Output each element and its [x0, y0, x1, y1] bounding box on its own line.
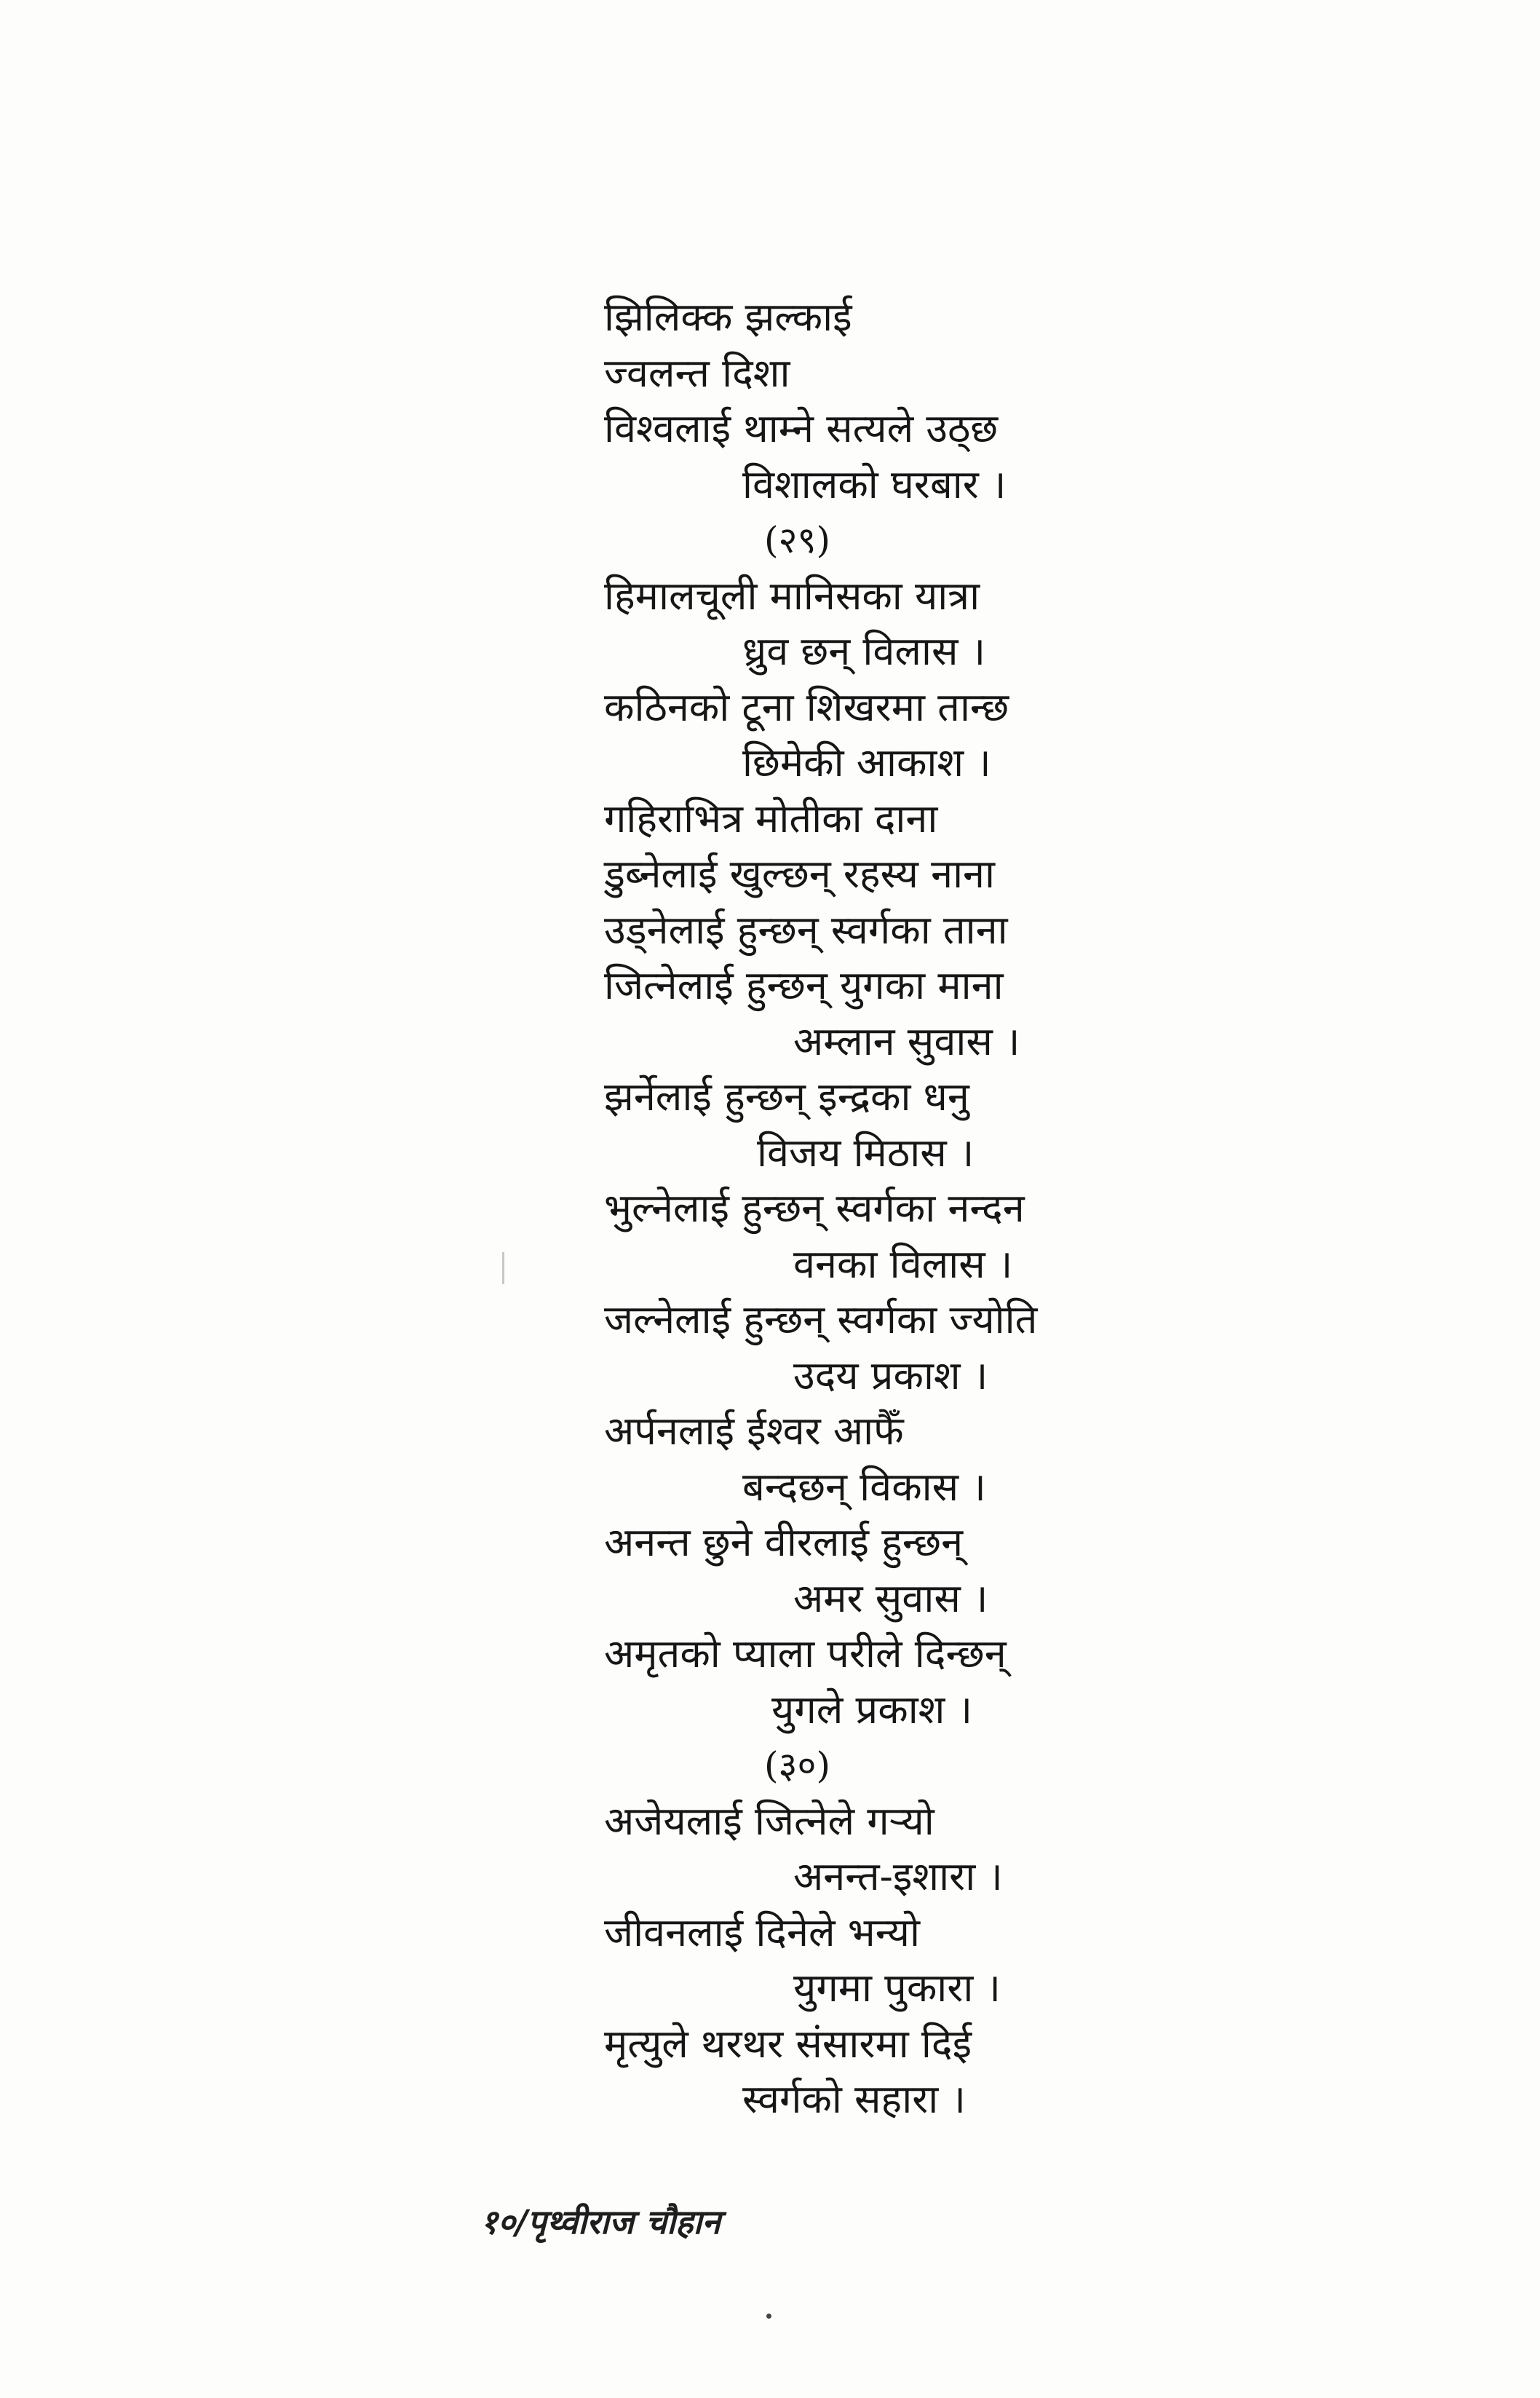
poem-line: युगमा पुकारा । [793, 1965, 1001, 2011]
poem-line: जीवनलाई दिनेले भन्यो [604, 1909, 920, 1955]
ink-speck [766, 2314, 771, 2319]
poem-line: उड्नेलाई हुन्छन् स्वर्गका ताना [604, 906, 1008, 953]
page-footer-label: १०/पृथ्वीराज चौहान [480, 2202, 721, 2241]
poem-line: ज्वलन्त दिशा [604, 349, 790, 396]
stanza-number: (३०) [764, 1744, 831, 1786]
poem-line: अर्पनलाई ईश्वर आफैँ [604, 1408, 904, 1454]
poem-line: अमर सुवास । [793, 1575, 988, 1621]
stanza-number: (२९) [764, 519, 831, 561]
poem-line: छिमेकी आकाश । [742, 740, 991, 786]
poem-line: विशालको घरबार । [742, 461, 1007, 507]
poem-line: अनन्त छुने वीरलाई हुन्छन् [604, 1519, 964, 1565]
poem-line: ध्रुव छन् विलास । [742, 628, 986, 674]
poem-line: अमृतको प्याला परीले दिन्छन् [604, 1631, 1007, 1677]
poem-line: डुब्नेलाई खुल्छन् रहस्य नाना [604, 851, 996, 897]
poem-line: जित्नेलाई हुन्छन् युगका माना [604, 962, 1004, 1008]
poem-line: मृत्युले थरथर संसारमा दिई [604, 2020, 972, 2067]
poem-line: हिमालचूली मानिसका यात्रा [604, 572, 980, 619]
poem-line: बन्दछन् विकास । [742, 1463, 986, 1510]
poem-line: भुल्नेलाई हुन्छन् स्वर्गका नन्दन [604, 1185, 1025, 1231]
poem-line: वनका विलास । [793, 1240, 1013, 1287]
poem-line: अनन्त-इशारा । [793, 1853, 1003, 1899]
poem-line: विश्वलाई थाम्ने सत्यले उठ्छ [604, 405, 999, 451]
poem-line: उदय प्रकाश । [793, 1352, 988, 1398]
poem-line: झर्नेलाई हुन्छन् इन्द्रका धनु [604, 1074, 969, 1120]
poem-line: युगले प्रकाश । [771, 1686, 973, 1733]
poem-line: विजय मिठास । [757, 1129, 975, 1176]
poem-line: अजेयलाई जित्नेले गऱ्यो [604, 1797, 934, 1844]
poem-line: जल्नेलाई हुन्छन् स्वर्गका ज्योति [604, 1297, 1038, 1342]
poem-line: गहिराभित्र मोतीका दाना [604, 795, 938, 842]
poem-line: झिलिक्क झल्काई [604, 294, 852, 340]
poem-line: स्वर्गको सहारा । [742, 2076, 966, 2122]
poem-line: कठिनको टूना शिखरमा तान्छ [604, 684, 1009, 730]
poem-line: अम्लान सुवास । [793, 1018, 1020, 1064]
margin-mark [502, 1252, 504, 1284]
poem-body [604, 290, 1114, 2128]
